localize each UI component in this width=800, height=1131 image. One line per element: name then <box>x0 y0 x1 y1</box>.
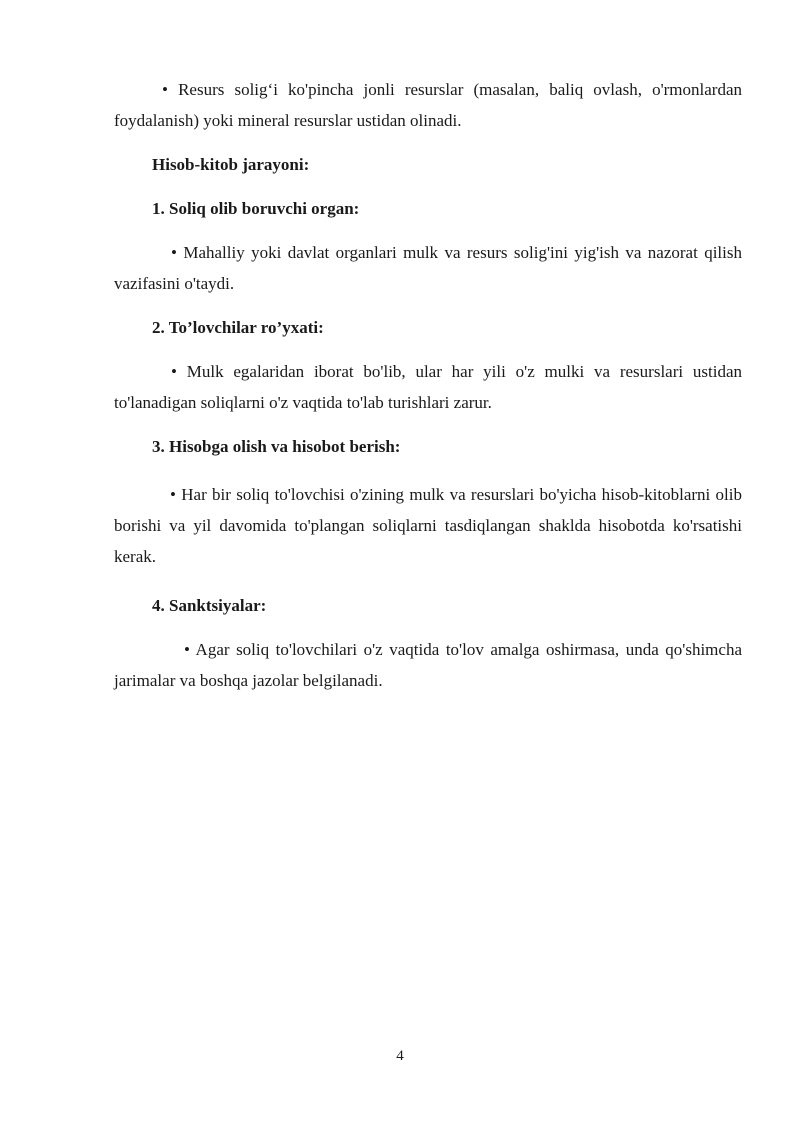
heading-sanctions: 4. Sanktsiyalar: <box>152 596 267 615</box>
paragraph-accounting-reporting: • Har bir soliq to'lovchisi o'zining mulk va resurslari bo'yicha hisob-kitoblarni olib borishi va yil davomida to'plangan soliqlarni tasdiqlangan shaklda hisobotda ko'rsatishi kerak. <box>114 485 742 566</box>
page-body <box>114 74 742 696</box>
heading-accounting-reporting: 3. Hisobga olish va hisobot berish: <box>152 437 401 456</box>
paragraph-sanctions: • Agar soliq to'lovchilari o'z vaqtida to'lov amalga oshirmasa, unda qo'shimcha jarimalar va boshqa jazolar belgilanadi. <box>114 640 742 690</box>
section-heading: Hisob-kitob jarayoni: <box>152 155 310 174</box>
heading-tax-authority: 1. Soliq olib boruvchi organ: <box>152 199 360 218</box>
heading-payers-list: 2. To’lovchilar ro’yxati: <box>152 318 324 337</box>
page-number: 4 <box>396 1048 404 1064</box>
paragraph-tax-authority: • Mahalliy yoki davlat organlari mulk va resurs solig'ini yig'ish va nazorat qilish vazifasini o'taydi. <box>114 243 742 293</box>
paragraph-payers-list: • Mulk egalaridan iborat bo'lib, ular har yili o'z mulki va resurslari ustidan to'lanadigan soliqlarni o'z vaqtida to'lab turishlari zarur. <box>114 362 742 412</box>
intro-paragraph: • Resurs solig‘i ko'pincha jonli resurslar (masalan, baliq ovlash, o'rmonlardan foydalanish) yoki mineral resurslar ustidan olinadi. <box>114 80 742 130</box>
